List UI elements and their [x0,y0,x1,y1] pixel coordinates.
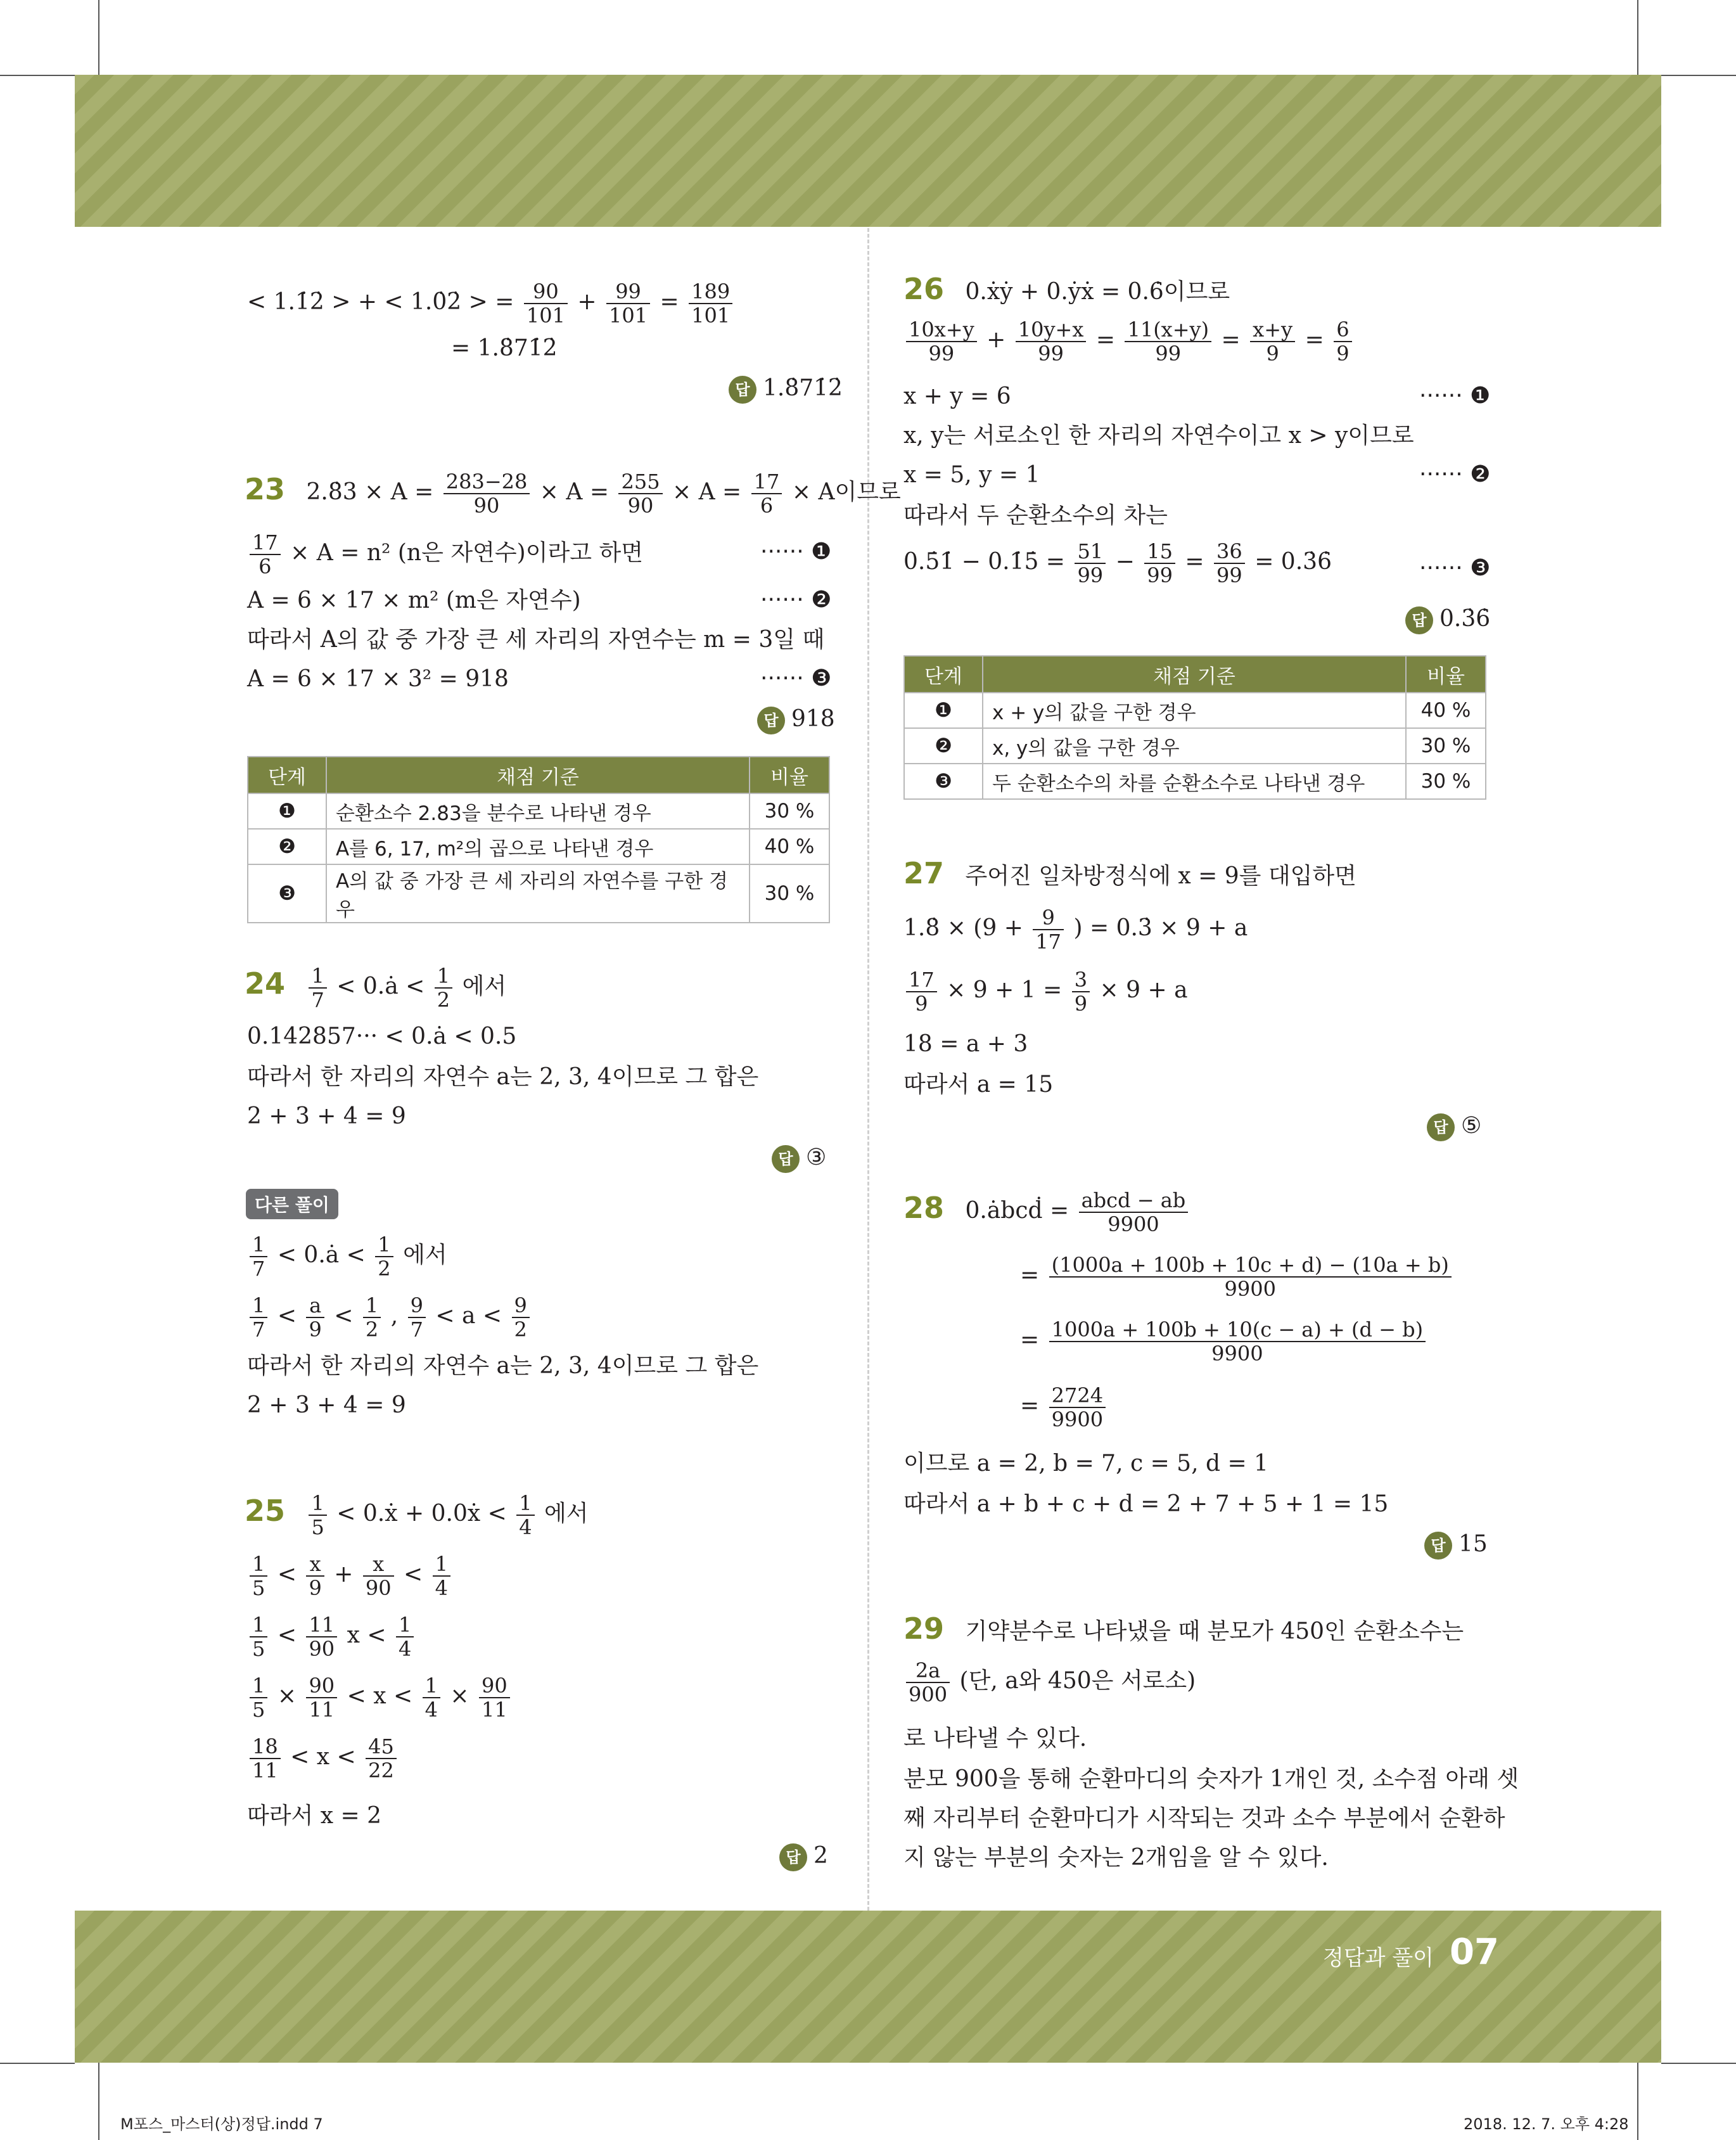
step-marker: ······ ❷ [1419,461,1491,487]
table-row: ❷ A를 6, 17, m²의 곱으로 나타낸 경우 40 % [248,829,829,864]
p24-answer: 답 ③ [772,1144,826,1173]
step-marker: ······ ❸ [1419,555,1491,581]
crop-mark [0,75,75,76]
crop-mark [1637,0,1638,75]
p25-line3: $\frac{1}{5}$ × $\frac{90}{11}$ < x < $\frac{1}{4}$ × $\frac{90}{11}$ [247,1674,513,1721]
step-marker: ······ ❸ [760,665,832,691]
fraction: $\frac{2a}{900}$ [906,1659,950,1706]
p23-line2: A = 6 × 17 × m² (m은 자연수) [247,587,581,613]
problem-number: 26 [903,272,945,306]
fraction: $\frac{9}{17}$ [1033,906,1064,953]
problem-number: 23 [245,472,286,506]
fraction: $\frac{1000a + 100b + 10(c - a) + (d - b)}{9900}$ [1049,1318,1426,1365]
fraction: $\frac{1}{7}$ [250,1294,267,1341]
fraction: $\frac{51}{99}$ [1075,540,1106,587]
header-band [75,75,1661,227]
p23-scoring-table [247,756,830,923]
fraction: $\frac{6}{9}$ [1334,318,1351,365]
answer-badge: 답 [1427,1113,1455,1141]
p25-line4: $\frac{18}{11}$ < x < $\frac{45}{22}$ [247,1735,399,1782]
p24-line3: 2 + 3 + 4 = 9 [247,1103,406,1129]
p28-answer: 답 15 [1424,1531,1488,1560]
p23-line3: 따라서 A의 값 중 가장 큰 세 자리의 자연수는 m = 3일 때 [247,627,825,653]
fraction: $\frac{10y+x}{99}$ [1016,318,1087,365]
fraction: $\frac{1}{2}$ [375,1233,393,1280]
p29-question: 29 기약분수로 나타냈을 때 분모가 450인 순환소수는 [903,1611,1464,1646]
p23-line4: A = 6 × 17 × 3² = 918 [247,666,509,692]
fraction: $\frac{11(x+y)}{99}$ [1125,318,1211,365]
p29-line1: $\frac{2a}{900}$ (단, a와 450은 서로소) [903,1659,1196,1706]
p27-line2: $\frac{17}{9}$ × 9 + 1 = $\frac{3}{9}$ × 9 + a [903,968,1188,1015]
fraction: $\frac{36}{99}$ [1214,540,1245,587]
date-slug: 2018. 12. 7. 오후 4:28 [1464,2115,1629,2133]
fraction: $\frac{x}{9}$ [306,1553,324,1599]
crop-mark [1661,2063,1736,2064]
fraction: $\frac{255}{90}$ [618,470,662,517]
p26-scoring-table [903,655,1486,800]
crop-mark [98,0,99,75]
fraction: $\frac{1}{5}$ [250,1553,267,1599]
header-criteria: 채점 기준 [983,656,1406,693]
table-row: ❶ 순환소수 2.8̇3을 분수로 나타낸 경우 30 % [248,793,829,829]
table-row: ❸ 두 순환소수의 차를 순환소수로 나타낸 경우 30 % [904,764,1486,799]
p26-line5: 따라서 두 순환소수의 차는 [903,503,1168,529]
fraction: $\frac{18}{11}$ [250,1735,281,1782]
alternative-solution-label: 다른 풀이 [246,1189,338,1219]
fraction: $\frac{3}{9}$ [1072,968,1090,1015]
p26-line2: x + y = 6 [903,383,1011,409]
fraction: $\frac{1}{7}$ [250,1233,267,1280]
p28-question: 28 0.ȧbcḋ = $\frac{\text{abcd − ab}}{9900}$ [903,1189,1190,1236]
header-step: 단계 [904,656,983,693]
crop-mark [1637,2063,1638,2140]
p29-line3: 분모 900을 통해 순환마디의 숫자가 1개인 것, 소수점 아래 셋 [903,1766,1519,1792]
problem-number: 24 [245,966,286,1001]
crop-mark [1661,75,1736,76]
p24-question: 24 $\frac{1}{7}$ < 0.ȧ < $\frac{1}{2}$ 에서 [245,964,507,1012]
fraction: $\frac{9}{2}$ [512,1294,530,1341]
fraction: $\frac{1}{2}$ [363,1294,381,1341]
p28-line1: = $\frac{(1000a + 100b + 10c + d) - (10a + b)}{9900}$ [1020,1253,1454,1300]
answer-badge: 답 [1424,1532,1452,1560]
p22-answer: 답 1.8̇71̇2̇ [729,375,843,404]
p25-question: 25 $\frac{1}{5}$ < 0.ẋ + 0.0ẋ < $\frac{1}{4}$ 에서 [245,1491,589,1539]
p25-answer: 답 2 [779,1843,828,1871]
p25-line5: 따라서 x = 2 [247,1803,382,1829]
step-marker: ······ ❶ [760,539,832,565]
step-marker: ······ ❷ [760,587,832,613]
p27-answer: 답 ⑤ [1427,1113,1481,1141]
fraction: $\frac{1}{5}$ [250,1613,267,1660]
crop-mark [0,2063,75,2064]
fraction: $\frac{\text{abcd − ab}}{9900}$ [1079,1189,1189,1236]
crop-mark [98,2063,99,2140]
page-number: 07 [1450,1932,1499,1973]
file-slug: M포스_마스터(상)정답.indd 7 [120,2115,323,2133]
p26-line3: x, y는 서로소인 한 자리의 자연수이고 x > y이므로 [903,423,1414,449]
problem-number: 28 [903,1191,945,1225]
p22-line1: < 1.1̇2̇ > + < 1.0̇2̇ > = $\frac{90}{101}$ + $\frac{99}{101}$ = $\frac{189}{101}$ [247,280,735,327]
table-row: ❷ x, y의 값을 구한 경우 30 % [904,728,1486,764]
p27-question: 27 주어진 일차방정식에 x = 9를 대입하면 [903,856,1356,890]
header-ratio: 비율 [750,757,829,793]
p23-answer: 답 918 [757,706,835,734]
p24-alt2: $\frac{1}{7}$ < $\frac{a}{9}$ < $\frac{1}{2}$ , $\frac{9}{7}$ < a < $\frac{9}{2}$ [247,1294,532,1341]
fraction: $\frac{x+y}{9}$ [1250,318,1295,365]
p25-line1: $\frac{1}{5}$ < $\frac{x}{9}$ + $\frac{x}{90}$ < $\frac{1}{4}$ [247,1553,453,1599]
header-step: 단계 [248,757,326,793]
p29-line5: 지 않는 부분의 숫자는 2개임을 알 수 있다. [903,1845,1329,1871]
fraction: $\frac{90}{11}$ [306,1674,337,1721]
answer-badge: 답 [1405,606,1433,634]
answer-badge: 답 [772,1145,800,1173]
p24-line2: 따라서 한 자리의 자연수 a는 2, 3, 4이므로 그 합은 [247,1064,759,1090]
fraction: $\frac{1}{4}$ [516,1492,534,1539]
fraction: $\frac{9}{7}$ [408,1294,426,1341]
p24-alt4: 2 + 3 + 4 = 9 [247,1392,406,1418]
p24-alt3: 따라서 한 자리의 자연수 a는 2, 3, 4이므로 그 합은 [247,1353,759,1379]
fraction: $\frac{1}{7}$ [309,964,326,1011]
p24-line1: 0.142857··· < 0.ȧ < 0.5 [247,1023,517,1049]
answer-badge: 답 [779,1843,807,1871]
p23-question: 23 2.8̇3 × A = $\frac{283-28}{90}$ × A = $\frac{255}{90}$ × A = $\frac{17}{6}$ × A이므로 [245,470,901,518]
fraction: $\frac{90}{11}$ [479,1674,510,1721]
fraction: $\frac{90}{101}$ [524,280,568,327]
fraction: $\frac{15}{99}$ [1144,540,1175,587]
fraction: $\frac{1}{4}$ [423,1674,440,1721]
step-marker: ······ ❶ [1419,383,1491,409]
fraction: $\frac{1}{4}$ [396,1613,414,1660]
p26-line1: $\frac{10x+y}{99}$ + $\frac{10y+x}{99}$ = $\frac{11(x+y)}{99}$ = $\frac{x+y}{9}$ = $\frac{6}{9}$ [903,318,1355,365]
fraction: $\frac{45}{22}$ [366,1735,397,1782]
fraction: $\frac{17}{6}$ [751,470,782,517]
fraction: $\frac{10x+y}{99}$ [906,318,977,365]
p29-line2: 로 나타낼 수 있다. [903,1726,1087,1752]
footer-section-title: 정답과 풀이 [1323,1945,1434,1971]
problem-number: 27 [903,856,945,890]
fraction: $\frac{283-28}{90}$ [444,470,530,517]
fraction: $\frac{2724}{9900}$ [1049,1384,1106,1431]
fraction: $\frac{a}{9}$ [306,1294,324,1341]
p27-line3: 18 = a + 3 [903,1031,1028,1057]
answer-badge: 답 [757,707,785,734]
fraction: $\frac{(1000a + 100b + 10c + d) - (10a + b)}{9900}$ [1049,1253,1452,1300]
p26-line4: x = 5, y = 1 [903,462,1040,488]
p27-line1: 1.8̇ × (9 + $\frac{9}{17}$ ) = 0.3̇ × 9 + a [903,906,1248,954]
fraction: $\frac{1}{5}$ [309,1492,326,1539]
fraction: $\frac{17}{9}$ [906,968,937,1015]
p22-line2: = 1.8̇71̇2̇ [451,335,558,361]
p28-line2: = $\frac{1000a + 100b + 10(c - a) + (d - b)}{9900}$ [1020,1318,1428,1365]
p25-line2: $\frac{1}{5}$ < $\frac{11}{90}$ x < $\frac{1}{4}$ [247,1613,416,1660]
table-row: ❶ x + y의 값을 구한 경우 40 % [904,693,1486,728]
footer-band [75,1911,1661,2063]
p23-line1: $\frac{17}{6}$ × A = n² (n은 자연수)이라고 하면 [247,531,643,578]
fraction: $\frac{x}{90}$ [363,1553,394,1599]
problem-number: 29 [903,1611,945,1646]
header-ratio: 비율 [1406,656,1486,693]
fraction: $\frac{1}{4}$ [433,1553,450,1599]
p26-answer: 답 0.3̇6̇ [1405,606,1490,634]
problem-number: 25 [245,1494,286,1528]
fraction: $\frac{1}{2}$ [435,964,452,1011]
fraction: $\frac{189}{101}$ [689,280,732,327]
p27-line4: 따라서 a = 15 [903,1072,1054,1098]
p29-line4: 째 자리부터 순환마디가 시작되는 것과 소수 부분에서 순환하 [903,1805,1505,1831]
p28-line3: = $\frac{2724}{9900}$ [1020,1384,1108,1431]
p24-alt1: $\frac{1}{7}$ < 0.ȧ < $\frac{1}{2}$ 에서 [247,1233,447,1280]
p26-question: 26 0.ẋẏ + 0.ẏẋ = 0.6̇이므로 [903,272,1230,306]
p28-line5: 따라서 a + b + c + d = 2 + 7 + 5 + 1 = 15 [903,1491,1389,1517]
header-criteria: 채점 기준 [326,757,750,793]
p26-line6: 0.5̇1̇ − 0.1̇5̇ = $\frac{51}{99}$ − $\frac{15}{99}$ = $\frac{36}{99}$ = 0.3̇6̇ [903,539,1332,587]
fraction: $\frac{1}{5}$ [250,1674,267,1721]
fraction: $\frac{99}{101}$ [606,280,650,327]
p28-line4: 이므로 a = 2, b = 7, c = 5, d = 1 [903,1451,1268,1477]
table-row: ❸ A의 값 중 가장 큰 세 자리의 자연수를 구한 경우 30 % [248,864,829,923]
answer-badge: 답 [729,376,756,404]
fraction: $\frac{17}{6}$ [250,531,281,578]
fraction: $\frac{11}{90}$ [306,1613,337,1660]
